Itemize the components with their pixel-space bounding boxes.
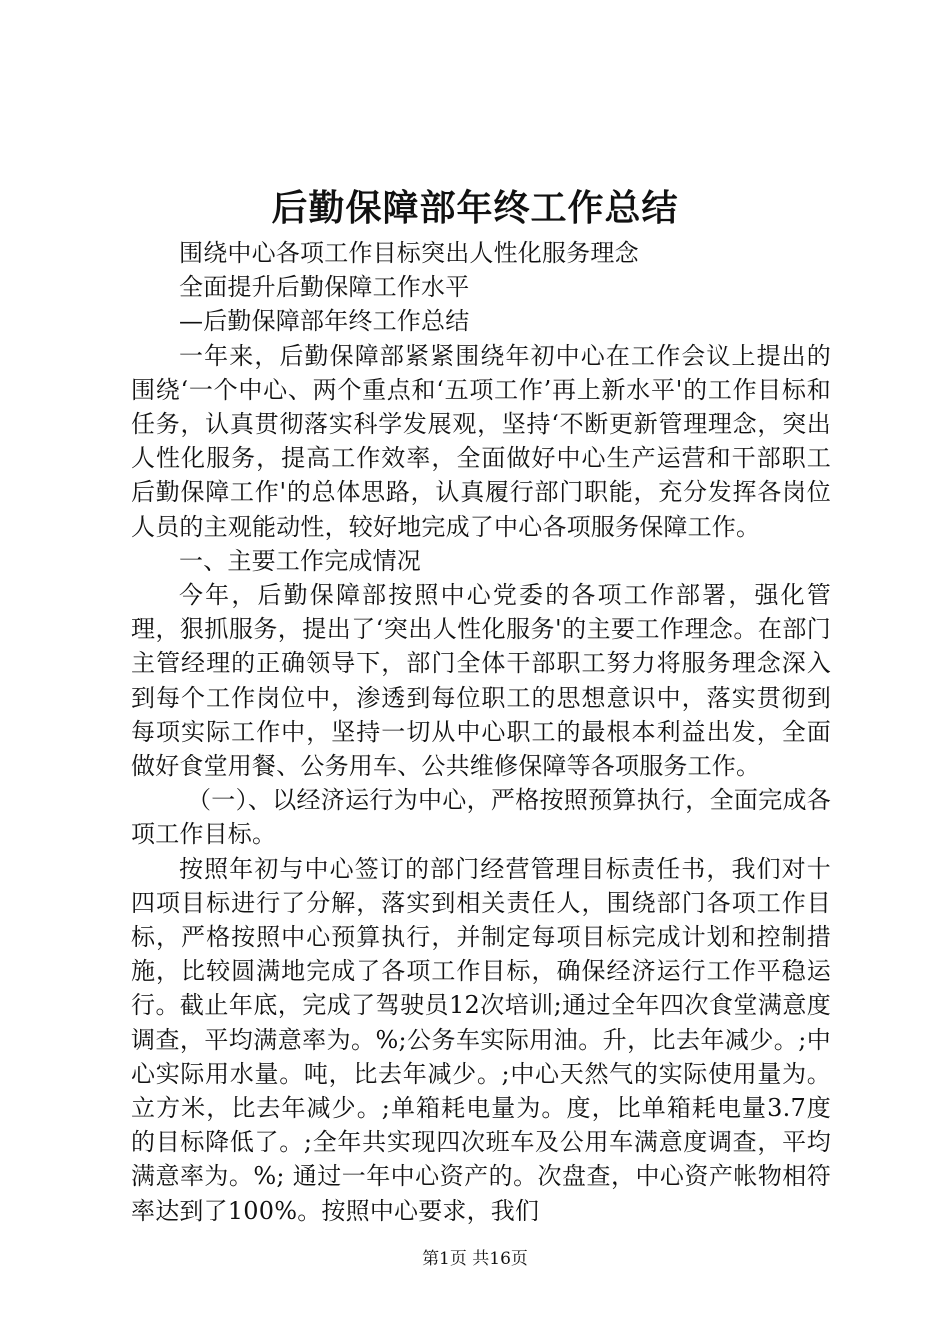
paragraph-intro: 一年来，后勤保障部紧紧围绕年初中心在工作会议上提出的围绕‘一个中心、两个重点和‘五项工作’再上新水平'的工作目标和任务，认真贯彻落实科学发展观，坚持‘不断更新管理理念，突出人性化服务，提高工作效率，全面做好中心生产运营和干部职工后勤保障工作'的总体思路，认真履行部门职能，充分发挥各岗位人员的主观能动性，较好地完成了中心各项服务保障工作。	[131, 341, 831, 541]
document-body	[131, 236, 831, 1228]
sub-heading-economic-operation: （一）、以经济运行为中心，严格按照预算执行，全面完成各项工作目标。	[131, 786, 831, 849]
subtitle-line-3: —后勤保障部年终工作总结	[179, 307, 470, 336]
paragraph-targets: 按照年初与中心签订的部门经营管理目标责任书，我们对十四项目标进行了分解，落实到相关责任人，围绕部门各项工作目标，严格按照中心预算执行，并制定每项目标完成计划和控制措施，比较圆满地完成了各项工作目标，确保经济运行工作平稳运行。截止年底，完成了驾驶员12次培训;通过全年四次食堂满意度调查，平均满意率为。%;公务车实际用油。升，比去年减少。;中心实际用水量。吨，比去年减少。;中心天然气的实际使用量为。立方米，比去年减少。;单箱耗电量为。度，比单箱耗电量3.7度的目标降低了。;全年共实现四次班车及公用车满意度调查，平均满意率为。%; 通过一年中心资产的。次盘查，中心资产帐物相符率达到了100%。按照中心要求，我们	[131, 854, 831, 1225]
section-heading-main-work: 一、主要工作完成情况	[179, 546, 421, 575]
document-title: 后勤保障部年终工作总结	[271, 187, 679, 229]
paragraph-overview: 今年，后勤保障部按照中心党委的各项工作部署，强化管理，狠抓服务，提出了‘突出人性化服务'的主要工作理念。在部门主管经理的正确领导下，部门全体干部职工努力将服务理念深入到每个工作岗位中，渗透到每位职工的思想意识中，落实贯彻到每项实际工作中，坚持一切从中心职工的最根本利益出发，全面做好食堂用餐、公务用车、公共维修保障等各项服务工作。	[131, 581, 831, 781]
subtitle-line-2: 全面提升后勤保障工作水平	[179, 273, 470, 302]
page-footer: 第1页 共16页	[422, 1249, 528, 1269]
subtitle-line-1: 围绕中心各项工作目标突出人性化服务理念	[179, 239, 639, 267]
